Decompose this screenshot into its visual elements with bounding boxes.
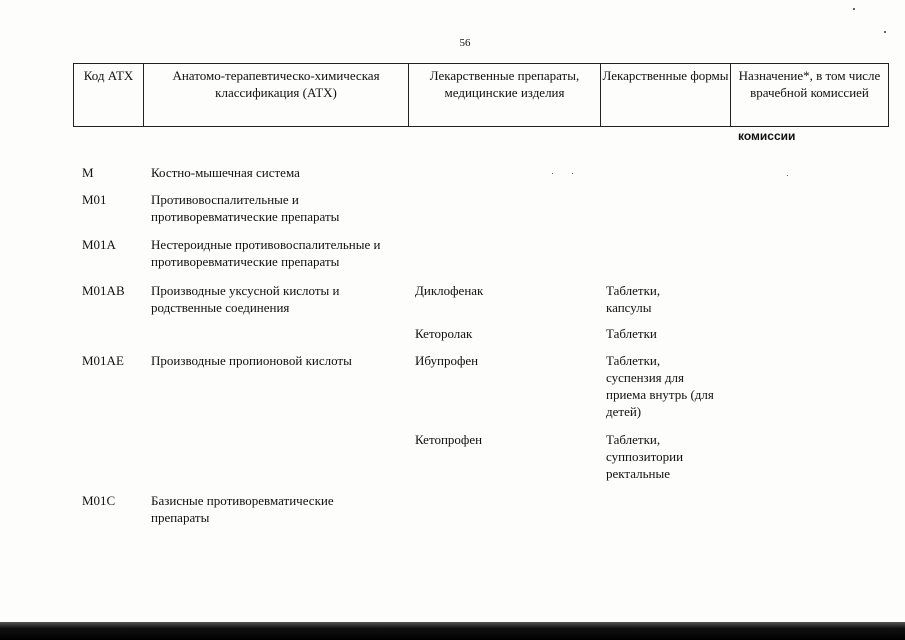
scan-speck bbox=[853, 8, 855, 10]
header-purpose: Назначение*, в том числе врачебной комиссией bbox=[738, 68, 881, 100]
row-classification: Производные уксусной кислоты и родственные соединения bbox=[151, 283, 340, 315]
scan-speck bbox=[787, 175, 788, 176]
scan-speck bbox=[552, 173, 553, 174]
header-code: Код АТХ bbox=[74, 64, 144, 126]
row-drug: Диклофенак bbox=[415, 283, 484, 298]
header-classification: Анатомо-терапевтическо-химическая классификация (АТХ) bbox=[144, 64, 409, 126]
stray-text: комиссии bbox=[738, 129, 796, 143]
row-code: М01А bbox=[82, 237, 116, 252]
row-form: Таблетки bbox=[606, 326, 657, 341]
table-header bbox=[73, 63, 889, 127]
row-classification: Нестероидные противовоспалительные и противоревматические препараты bbox=[151, 237, 381, 269]
row-classification: Противовоспалительные и противоревматические препараты bbox=[151, 192, 340, 224]
row-code: М01АВ bbox=[82, 283, 125, 298]
page-number: 56 bbox=[459, 37, 471, 49]
row-code: М01 bbox=[82, 192, 107, 207]
row-code: М01С bbox=[82, 493, 116, 508]
row-form: Таблетки, капсулы bbox=[606, 283, 661, 315]
scan-speck bbox=[884, 31, 886, 33]
row-classification: Костно-мышечная система bbox=[151, 165, 300, 180]
row-form: Таблетки, суспензия для приема внутрь (для детей) bbox=[606, 353, 714, 419]
row-form: Таблетки, суппозитории ректальные bbox=[606, 432, 684, 481]
header-forms: Лекарственные формы bbox=[601, 64, 731, 126]
row-drug: Ибупрофен bbox=[415, 353, 479, 368]
row-classification: Базисные противоревматические препараты bbox=[151, 493, 334, 525]
row-drug: Кетопрофен bbox=[415, 432, 483, 447]
scan-speck bbox=[572, 173, 573, 174]
row-code: М01АЕ bbox=[82, 353, 124, 368]
scan-bottom-edge bbox=[0, 622, 905, 640]
row-classification: Производные пропионовой кислоты bbox=[151, 353, 352, 368]
header-drugs: Лекарственные препараты, медицинские изделия bbox=[409, 64, 601, 126]
row-code: М bbox=[82, 165, 94, 180]
row-drug: Кеторолак bbox=[415, 326, 473, 341]
